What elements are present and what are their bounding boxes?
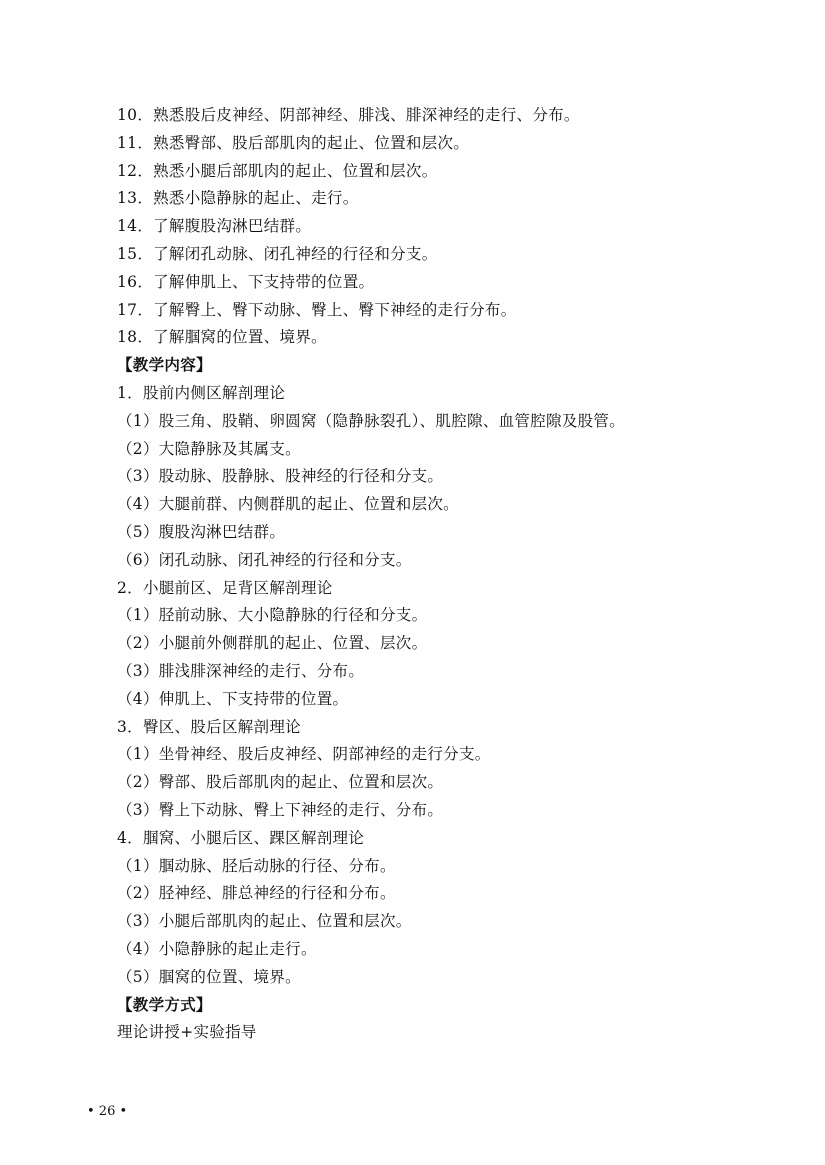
objective-item: 13．熟悉小隐静脉的起止、走行。	[117, 189, 359, 208]
section-item: （5）腹股沟淋巴结群。	[117, 522, 286, 541]
teaching-content-heading: 【教学内容】	[117, 356, 212, 375]
objective-item: 14．了解腹股沟淋巴结群。	[117, 217, 312, 236]
teaching-content-section	[117, 714, 757, 825]
section-item: （3）腓浅腓深神经的走行、分布。	[117, 661, 365, 680]
section-item: （6）闭孔动脉、闭孔神经的行径和分支。	[117, 550, 412, 569]
section-item: （2）臀部、股后部肌肉的起止、位置和层次。	[117, 773, 444, 792]
section-item: （1）股三角、股鞘、卵圆窝（隐静脉裂孔）、肌腔隙、血管腔隙及股管。	[117, 411, 626, 430]
teaching-content-section	[117, 825, 757, 992]
section-title: 1．股前内侧区解剖理论	[117, 383, 286, 402]
objective-item: 11．熟悉臀部、股后部肌肉的起止、位置和层次。	[117, 133, 470, 152]
section-item: （2）大隐静脉及其属支。	[117, 439, 301, 458]
page-content	[117, 102, 757, 1047]
teaching-method-text: 理论讲授+实验指导	[117, 1023, 257, 1042]
section-item: （1）腘动脉、胫后动脉的行径、分布。	[117, 856, 396, 875]
section-item: （2）小腿前外侧群肌的起止、位置、层次。	[117, 634, 428, 653]
section-item: （3）小腿后部肌肉的起止、位置和层次。	[117, 912, 412, 931]
teaching-content-section	[117, 575, 757, 714]
objective-item: 16．了解伸肌上、下支持带的位置。	[117, 272, 375, 291]
objectives-list	[117, 102, 757, 352]
objective-item: 15．了解闭孔动脉、闭孔神经的行径和分支。	[117, 244, 438, 263]
teaching-content-section	[117, 380, 757, 575]
objective-item: 17．了解臀上、臀下动脉、臀上、臀下神经的走行分布。	[117, 300, 517, 319]
section-item: （4）小隐静脉的起止走行。	[117, 939, 317, 958]
page-number: • 26 •	[87, 1104, 128, 1119]
teaching-method-heading: 【教学方式】	[117, 995, 212, 1014]
objective-item: 10．熟悉股后皮神经、阴部神经、腓浅、腓深神经的走行、分布。	[117, 106, 580, 124]
section-title: 4．腘窝、小腿后区、踝区解剖理论	[117, 828, 365, 847]
section-item: （1）胫前动脉、大小隐静脉的行径和分支。	[117, 606, 428, 625]
section-item: （4）大腿前群、内侧群肌的起止、位置和层次。	[117, 495, 459, 514]
section-title: 2．小腿前区、足背区解剖理论	[117, 578, 333, 597]
section-item: （1）坐骨神经、股后皮神经、阴部神经的走行分支。	[117, 745, 491, 764]
section-title: 3．臀区、股后区解剖理论	[117, 717, 301, 736]
objective-item: 18．了解腘窝的位置、境界。	[117, 328, 327, 347]
section-item: （2）胫神经、腓总神经的行径和分布。	[117, 884, 396, 903]
section-item: （3）股动脉、股静脉、股神经的行径和分支。	[117, 467, 444, 486]
section-item: （5）腘窝的位置、境界。	[117, 967, 301, 986]
section-item: （3）臀上下动脉、臀上下神经的走行、分布。	[117, 800, 444, 819]
section-item: （4）伸肌上、下支持带的位置。	[117, 689, 349, 708]
objective-item: 12．熟悉小腿后部肌肉的起止、位置和层次。	[117, 161, 438, 180]
